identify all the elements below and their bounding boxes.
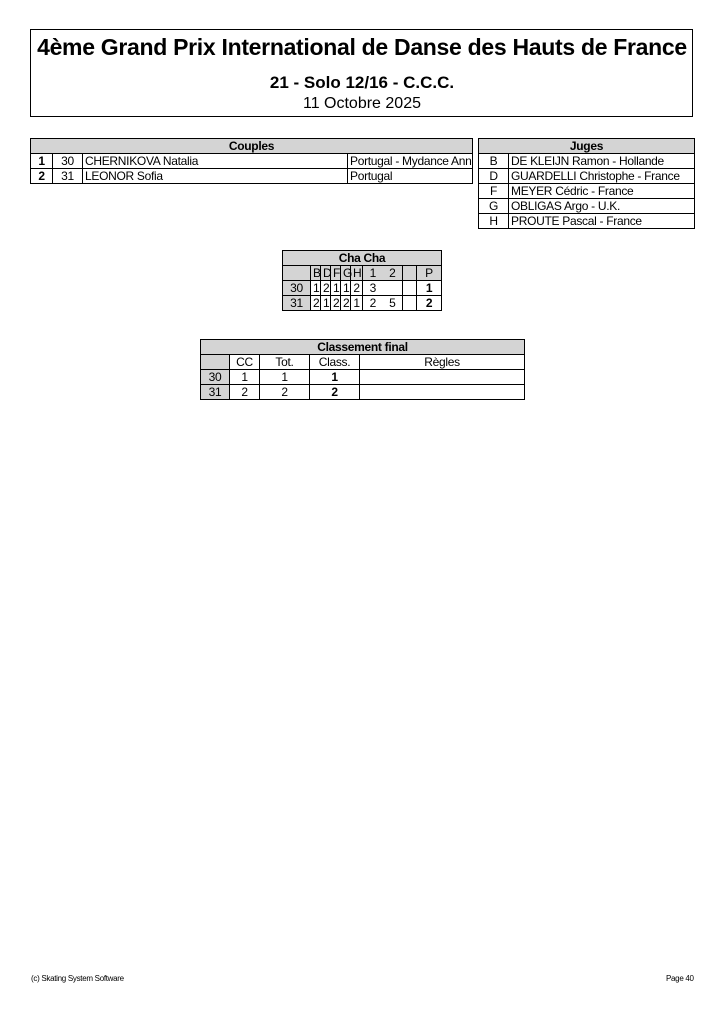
judge-row	[479, 154, 695, 169]
final-rules	[360, 385, 525, 400]
couple-name: CHERNIKOVA Natalia	[83, 154, 348, 169]
judge-col-header: H	[351, 266, 363, 281]
judge-row	[479, 169, 695, 184]
final-cc: 1	[230, 370, 260, 385]
spacer	[403, 266, 417, 281]
final-number: 30	[201, 370, 230, 385]
judge-letter: D	[479, 169, 509, 184]
count-2	[383, 281, 403, 296]
judge-name: DE KLEIJN Ramon - Hollande	[509, 154, 695, 169]
judge-col-header: D	[321, 266, 331, 281]
judge-letter: G	[479, 199, 509, 214]
couple-country: Portugal	[348, 169, 473, 184]
couples-heading: Couples	[31, 139, 473, 154]
count-2: 5	[383, 296, 403, 311]
final-tot: 2	[260, 385, 310, 400]
dance-table	[282, 250, 442, 311]
page-title: 4ème Grand Prix International de Danse des Hauts de France	[37, 34, 687, 60]
count-1: 2	[363, 296, 383, 311]
cc-col-header: CC	[230, 355, 260, 370]
dance-corner	[283, 266, 311, 281]
couples-table	[30, 138, 473, 184]
judge-mark: 1	[311, 281, 321, 296]
final-rules	[360, 370, 525, 385]
judge-name: MEYER Cédric - France	[509, 184, 695, 199]
judges-table	[478, 138, 695, 229]
judge-mark: 2	[341, 296, 351, 311]
final-cc: 2	[230, 385, 260, 400]
final-tot: 1	[260, 370, 310, 385]
judge-mark: 2	[351, 281, 363, 296]
judge-row	[479, 184, 695, 199]
dance-number: 31	[283, 296, 311, 311]
event-date: 11 Octobre 2025	[302, 95, 421, 112]
final-table	[200, 339, 525, 400]
judge-name: OBLIGAS Argo - U.K.	[509, 199, 695, 214]
judge-letter: H	[479, 214, 509, 229]
final-class: 2	[310, 385, 360, 400]
judge-name: PROUTE Pascal - France	[509, 214, 695, 229]
footer-copyright: (c) Skating System Software	[31, 974, 124, 983]
final-heading: Classement final	[201, 340, 525, 355]
couple-name: LEONOR Sofia	[83, 169, 348, 184]
judge-row	[479, 199, 695, 214]
dance-heading: Cha Cha	[283, 251, 442, 266]
judge-row	[479, 214, 695, 229]
dance-place: 2	[417, 296, 442, 311]
final-col-header-row	[201, 355, 525, 370]
final-number: 31	[201, 385, 230, 400]
final-row	[201, 385, 525, 400]
judge-col-header: B	[311, 266, 321, 281]
dance-col-header-row	[283, 266, 442, 281]
tot-col-header: Tot.	[260, 355, 310, 370]
couple-country: Portugal - Mydance Ann	[348, 154, 473, 169]
count-1: 3	[363, 281, 383, 296]
event-subtitle: 21 - Solo 12/16 - C.C.C.	[269, 73, 455, 92]
place-col-header: P	[417, 266, 442, 281]
count-col-header: 2	[383, 266, 403, 281]
judges-heading: Juges	[479, 139, 695, 154]
judge-letter: F	[479, 184, 509, 199]
spacer	[403, 296, 417, 311]
judge-mark: 2	[311, 296, 321, 311]
couple-rank: 2	[31, 169, 53, 184]
spacer	[403, 281, 417, 296]
dance-place: 1	[417, 281, 442, 296]
judge-col-header: G	[341, 266, 351, 281]
judge-col-header: F	[331, 266, 341, 281]
count-col-header: 1	[363, 266, 383, 281]
judge-letter: B	[479, 154, 509, 169]
final-class: 1	[310, 370, 360, 385]
rules-col-header: Règles	[360, 355, 525, 370]
judge-mark: 1	[341, 281, 351, 296]
couple-row	[31, 154, 473, 169]
judge-mark: 1	[351, 296, 363, 311]
judge-name: GUARDELLI Christophe - France	[509, 169, 695, 184]
class-col-header: Class.	[310, 355, 360, 370]
judge-mark: 1	[321, 296, 331, 311]
dance-row	[283, 281, 442, 296]
final-corner	[201, 355, 230, 370]
couple-rank: 1	[31, 154, 53, 169]
dance-row	[283, 296, 442, 311]
couple-row	[31, 169, 473, 184]
final-row	[201, 370, 525, 385]
couple-number: 31	[53, 169, 83, 184]
footer-page-number: Page 40	[666, 974, 694, 983]
couple-number: 30	[53, 154, 83, 169]
dance-number: 30	[283, 281, 311, 296]
judge-mark: 1	[331, 281, 341, 296]
judge-mark: 2	[321, 281, 331, 296]
judge-mark: 2	[331, 296, 341, 311]
